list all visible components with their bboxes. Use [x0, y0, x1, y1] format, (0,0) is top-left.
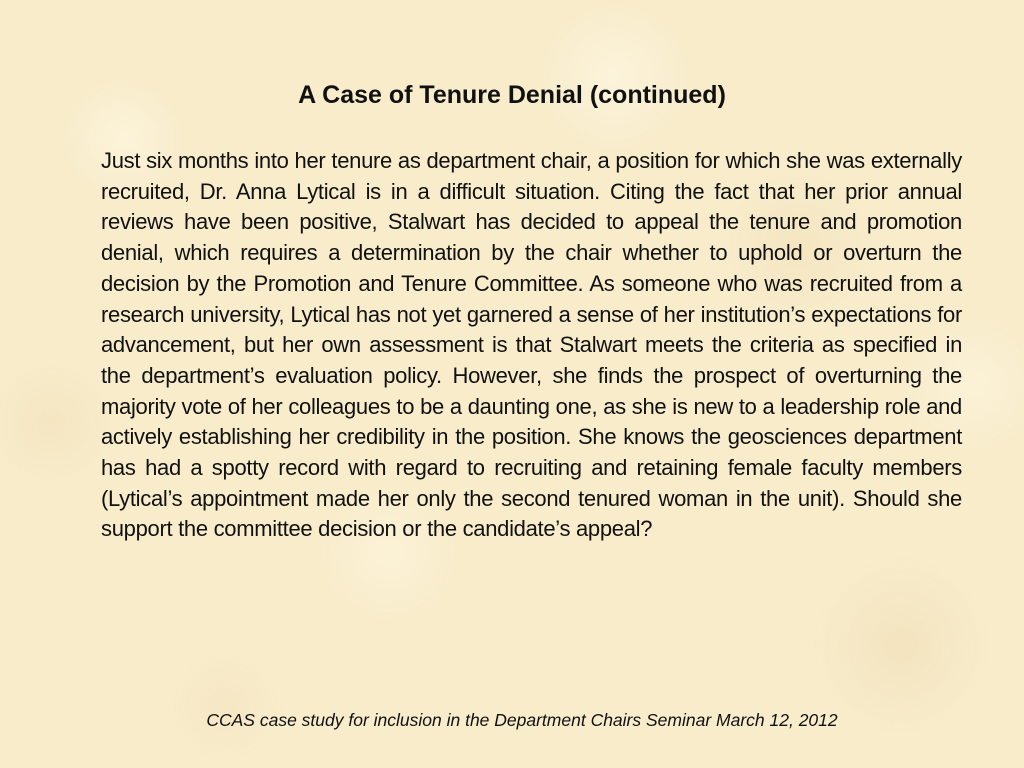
case-description: Just six months into her tenure as department chair, a position for which she was externally recruited, Dr. Anna Lytical is in a difficult situation. Citing the fact that her prior annual reviews have been positive, Stalwart has decided to appeal the tenure and promotion denial, which requires a determination by the chair whether to uphold or overturn the decision by the Promotion and Tenure Committee. As someone who was recruited from a research university, Lytical has not yet garnered a sense of her institution’s expectations for advancement, but her own assessment is that Stalwart meets the criteria as specified in the department’s evaluation policy. However, she finds the prospect of overturning the majority vote of her colleagues to be a daunting one, as she is new to a leadership role and actively establishing her credibility in the position. She knows the geosciences department has had a spotty record with regard to recruiting and retaining female faculty members (Lytical’s appointment made her only the second tenured woman in the unit). Should she support the committee decision or the candidate’s appeal? [101, 148, 962, 542]
slide-footer: CCAS case study for inclusion in the Department Chairs Seminar March 12, 2012 [206, 710, 838, 730]
slide-title: A Case of Tenure Denial (continued) [298, 81, 726, 109]
